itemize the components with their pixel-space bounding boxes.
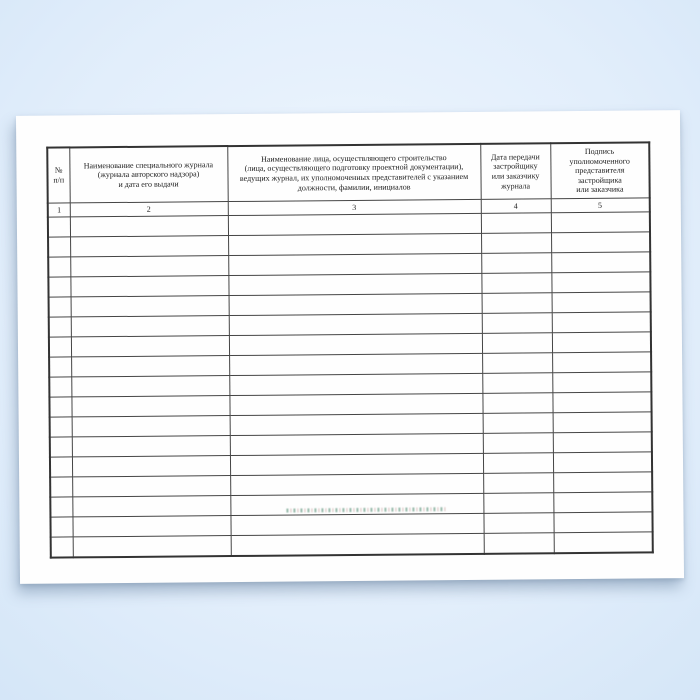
empty-cell — [49, 397, 71, 417]
empty-cell — [72, 436, 230, 457]
empty-cell — [483, 513, 553, 534]
empty-cell — [552, 332, 651, 353]
empty-cell — [72, 416, 230, 437]
empty-cell — [48, 257, 70, 277]
col-header-builder-name: Наименование лица, осуществляющего строительство (лица, осуществляющего подготовку проектной документации), ведущих журнал, их уполномоченных представителей с указанием должности, фамилии, инициалов — [227, 144, 480, 202]
empty-cell — [48, 277, 70, 297]
empty-cell — [553, 432, 652, 453]
col-header-transfer-date: Дата передачи застройщику или заказчику журнала — [480, 143, 550, 199]
empty-cell — [482, 393, 552, 414]
empty-cell — [551, 252, 650, 273]
empty-cell — [50, 457, 72, 477]
column-number-5: 5 — [551, 198, 650, 213]
empty-cell — [50, 477, 72, 497]
empty-cell — [552, 372, 651, 393]
empty-cell — [71, 296, 229, 317]
empty-cell — [482, 333, 552, 354]
table-header — [47, 142, 650, 217]
col-header-journal-name: Наименование специального журнала (журнала авторского надзора) и дата его выдачи — [69, 146, 227, 203]
empty-cell — [72, 496, 230, 517]
table-body — [48, 212, 653, 558]
empty-cell — [71, 336, 229, 357]
empty-cell — [50, 517, 72, 537]
column-number-1: 1 — [48, 203, 70, 217]
empty-cell — [553, 492, 652, 513]
empty-row — [51, 532, 653, 558]
empty-cell — [230, 453, 483, 475]
empty-cell — [73, 536, 231, 558]
empty-cell — [553, 472, 652, 493]
empty-cell — [552, 352, 651, 373]
empty-cell — [482, 313, 552, 334]
empty-cell — [482, 293, 552, 314]
column-number-3: 3 — [228, 199, 481, 215]
empty-cell — [481, 273, 551, 294]
empty-cell — [228, 233, 481, 255]
empty-cell — [49, 317, 71, 337]
empty-cell — [483, 473, 553, 494]
empty-cell — [71, 316, 229, 337]
empty-cell — [70, 236, 228, 257]
empty-cell — [48, 237, 70, 257]
empty-cell — [482, 373, 552, 394]
empty-cell — [484, 533, 554, 554]
column-number-2: 2 — [70, 202, 228, 217]
empty-cell — [49, 297, 71, 317]
empty-cell — [229, 333, 482, 355]
empty-cell — [483, 493, 553, 514]
empty-cell — [229, 313, 482, 335]
empty-cell — [228, 273, 481, 295]
empty-cell — [72, 516, 230, 537]
empty-cell — [554, 532, 653, 553]
journal-registry-table — [46, 141, 654, 558]
empty-cell — [552, 292, 651, 313]
empty-cell — [481, 213, 551, 234]
empty-cell — [483, 413, 553, 434]
empty-cell — [551, 272, 650, 293]
empty-cell — [70, 276, 228, 297]
empty-cell — [50, 417, 72, 437]
empty-cell — [228, 213, 481, 235]
empty-cell — [70, 256, 228, 277]
empty-cell — [481, 233, 551, 254]
empty-cell — [228, 253, 481, 275]
empty-cell — [553, 452, 652, 473]
empty-cell — [231, 533, 484, 556]
empty-cell — [72, 456, 230, 477]
empty-cell — [230, 433, 483, 455]
empty-cell — [230, 413, 483, 435]
empty-cell — [551, 212, 650, 233]
empty-cell — [229, 353, 482, 375]
empty-cell — [229, 293, 482, 315]
empty-cell — [48, 217, 70, 237]
empty-cell — [71, 356, 229, 377]
empty-cell — [229, 373, 482, 395]
empty-cell — [483, 453, 553, 474]
empty-cell — [229, 393, 482, 415]
empty-cell — [50, 437, 72, 457]
col-header-signature: Подпись уполномоченного представителя застройщика или заказчика — [550, 142, 649, 198]
empty-cell — [552, 312, 651, 333]
empty-cell — [551, 232, 650, 253]
empty-cell — [72, 476, 230, 497]
empty-cell — [230, 493, 483, 515]
empty-cell — [230, 473, 483, 495]
empty-cell — [230, 513, 483, 535]
empty-cell — [71, 396, 229, 417]
empty-cell — [553, 512, 652, 533]
empty-cell — [70, 216, 228, 237]
empty-cell — [51, 537, 73, 558]
empty-cell — [49, 337, 71, 357]
header-row — [47, 142, 649, 203]
document-page — [16, 110, 684, 584]
empty-cell — [483, 433, 553, 454]
empty-cell — [71, 376, 229, 397]
empty-cell — [553, 412, 652, 433]
empty-cell — [50, 497, 72, 517]
empty-cell — [552, 392, 651, 413]
col-header-row-number: № п/п — [47, 147, 69, 203]
column-number-4: 4 — [481, 199, 551, 214]
empty-cell — [482, 353, 552, 374]
empty-cell — [49, 357, 71, 377]
empty-cell — [49, 377, 71, 397]
empty-cell — [481, 253, 551, 274]
